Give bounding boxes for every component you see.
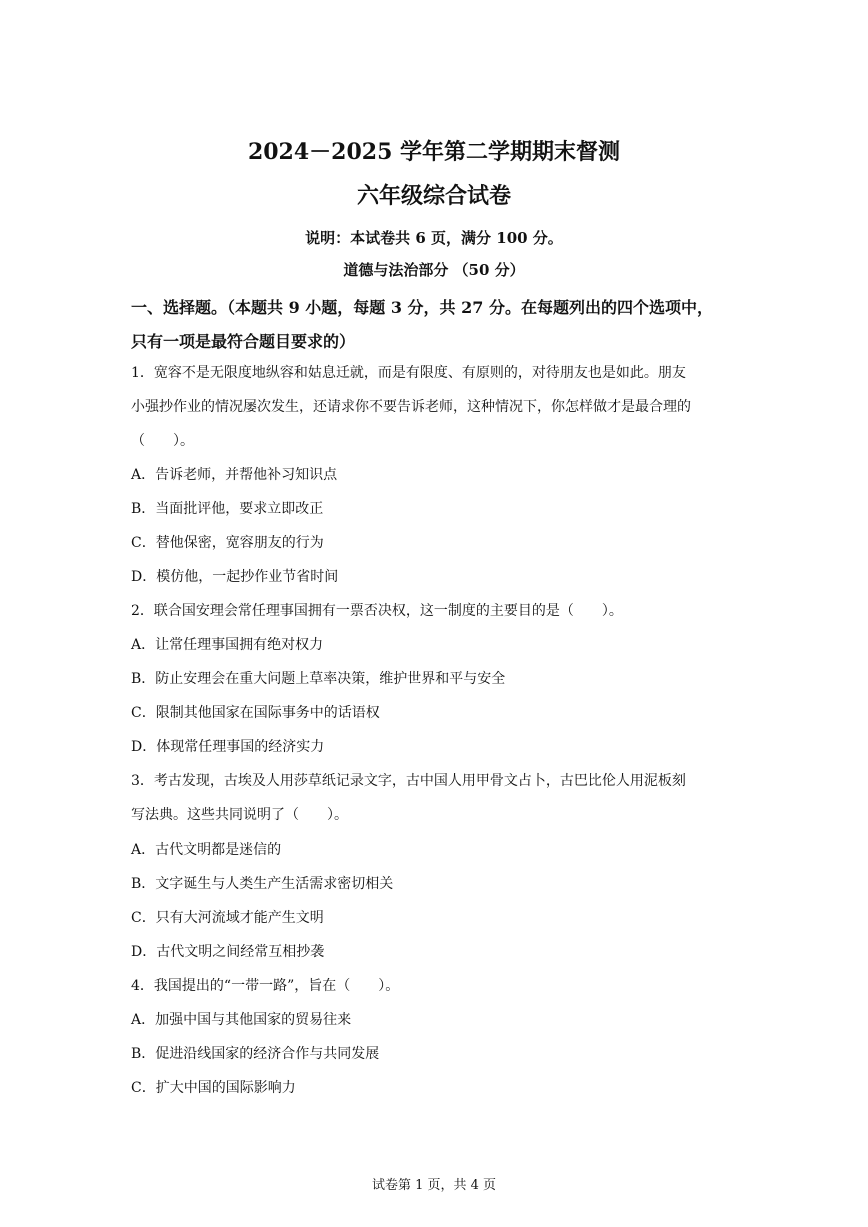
- question-2-option-a: A．让常任理事国拥有绝对权力: [131, 637, 324, 653]
- exam-note: 说明：本试卷共 6 页，满分 100 分。: [305, 229, 563, 247]
- question-3-option-d: D．古代文明之间经常互相抄袭: [131, 944, 325, 960]
- question-4-stem: [131, 969, 756, 1003]
- question-4-option-a: A．加强中国与其他国家的贸易往来: [131, 1012, 352, 1028]
- question-stem-line: （ ）。: [131, 433, 194, 449]
- question-stem-line: 写法典。这些共同说明了（ ）。: [131, 807, 348, 823]
- question-stem-line: 小强抄作业的情况屡次发生，还请求你不要告诉老师，这种情况下，你怎样做才是最合理的: [131, 399, 691, 415]
- question-3-stem: [131, 764, 756, 832]
- question-stem-line: 3．考古发现，古埃及人用莎草纸记录文字，古中国人用甲骨文占卜，古巴比伦人用泥板刻: [131, 773, 686, 789]
- question-3-option-c: C．只有大河流域才能产生文明: [131, 910, 324, 926]
- part-heading: 道德与法治部分 （50 分）: [343, 261, 525, 279]
- question-4-option-c: C．扩大中国的国际影响力: [131, 1080, 296, 1096]
- question-stem-line: 4．我国提出的“一带一路”，旨在（ ）。: [131, 978, 400, 994]
- question-1-option-a: A．告诉老师，并帮他补习知识点: [131, 467, 338, 483]
- exam-subtitle: 六年级综合试卷: [356, 183, 511, 209]
- question-3-option-a: A．古代文明都是迷信的: [131, 842, 282, 858]
- question-stem-line: 2．联合国安理会常任理事国拥有一票否决权，这一制度的主要目的是（ ）。: [131, 603, 623, 619]
- question-1-option-d: D．模仿他，一起抄作业节省时间: [131, 569, 339, 585]
- section-heading-line: 只有一项是最符合题目要求的）: [131, 332, 356, 351]
- section-heading: [131, 291, 756, 359]
- exam-title: 2024－2025 学年第二学期期末督测: [247, 139, 621, 165]
- question-2-stem: [131, 594, 756, 628]
- section-heading-line: 一、选择题。（本题共 9 小题，每题 3 分，共 27 分。在每题列出的四个选项中，: [131, 298, 713, 317]
- question-3-option-b: B．文字诞生与人类生产生活需求密切相关: [131, 876, 394, 892]
- question-stem-line: 1．宽容不是无限度地纵容和姑息迁就，而是有限度、有原则的，对待朋友也是如此。朋友: [131, 365, 686, 381]
- question-1-option-c: C．替他保密，宽容朋友的行为: [131, 535, 324, 551]
- question-2-option-c: C．限制其他国家在国际事务中的话语权: [131, 705, 380, 721]
- question-2-option-d: D．体现常任理事国的经济实力: [131, 739, 325, 755]
- question-1-option-b: B．当面批评他，要求立即改正: [131, 501, 324, 517]
- question-2-option-b: B．防止安理会在重大问题上草率决策，维护世界和平与安全: [131, 671, 506, 687]
- question-1-stem: [131, 356, 756, 458]
- page-footer: 试卷第 1 页，共 4 页: [371, 1178, 497, 1193]
- question-4-option-b: B．促进沿线国家的经济合作与共同发展: [131, 1046, 380, 1062]
